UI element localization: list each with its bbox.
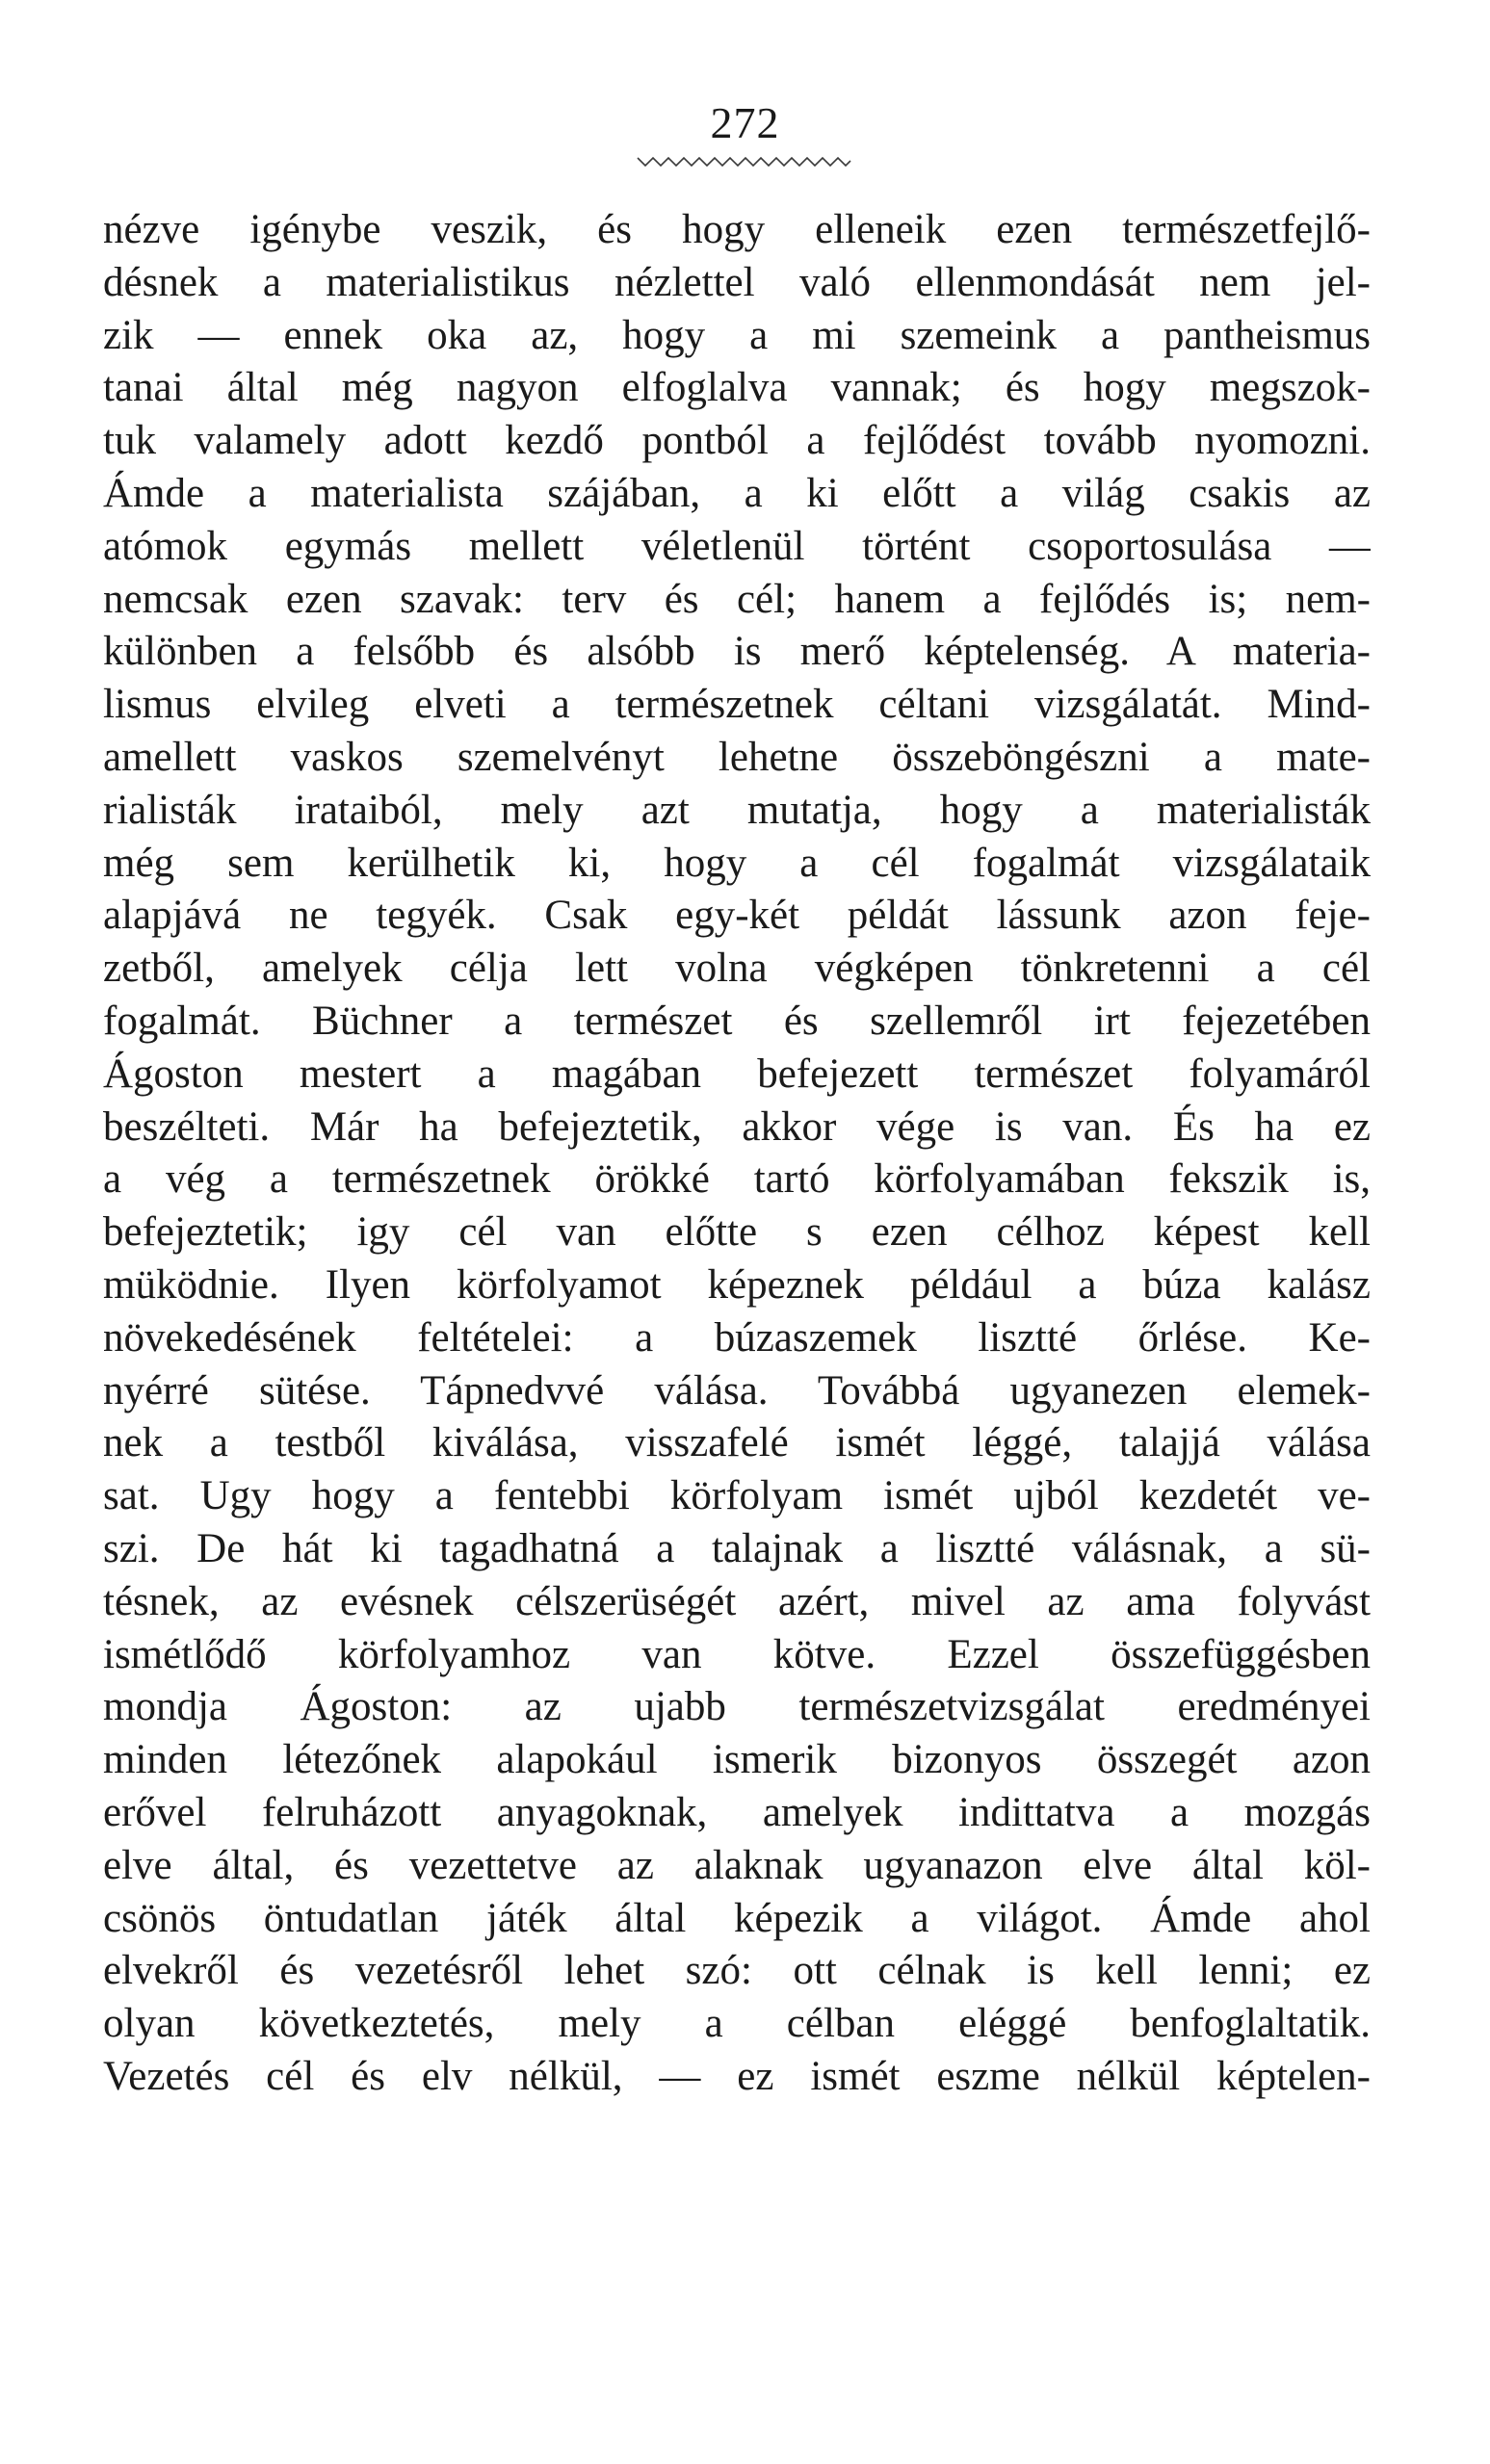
text-line: zetből, amelyek célja lett volna végképen tönkretenni a cél bbox=[103, 946, 1371, 992]
text-line: még sem kerülhetik ki, hogy a cél fogalmát vizsgálataik bbox=[103, 840, 1371, 886]
text-line: befejeztetik; igy cél van előtte s ezen célhoz képest kell bbox=[103, 1209, 1371, 1256]
text-line: müködnie. Ilyen körfolyamot képeznek például a búza kalász bbox=[103, 1261, 1371, 1308]
text-line: nek a testből kiválása, visszafelé ismét léggé, talajjá válása bbox=[103, 1420, 1371, 1466]
text-line: elve által, és vezettetve az alaknak ugyanazon elve által köl- bbox=[103, 1842, 1371, 1888]
text-line: nemcsak ezen szavak: terv és cél; hanem a fejlődés is; nem- bbox=[103, 576, 1371, 622]
text-line: atómok egymás mellett véletlenül történt csoportosulása — bbox=[103, 523, 1371, 569]
text-line: nyérré sütése. Tápnedvvé válása. Továbbá ugyanezen elemek- bbox=[103, 1367, 1371, 1414]
ornament-rule bbox=[636, 152, 852, 173]
page-number: 272 bbox=[710, 98, 780, 147]
text-line: nézve igénybe veszik, és hogy elleneik ezen természetfejlő- bbox=[103, 207, 1371, 252]
text-line: minden létezőnek alapokául ismerik bizonyos összegét azon bbox=[103, 1737, 1371, 1783]
text-line: lismus elvileg elveti a természetnek céltani vizsgálatát. Mind- bbox=[103, 682, 1371, 728]
text-line: sat. Ugy hogy a fentebbi körfolyam ismét ujból kezdetét ve- bbox=[103, 1473, 1371, 1519]
text-line: ismétlődő körfolyamhoz van kötve. Ezzel összefüggésben bbox=[103, 1631, 1371, 1677]
text-line: szi. De hát ki tagadhatná a talajnak a lisztté válásnak, a sü- bbox=[103, 1525, 1371, 1571]
text-line: olyan következtetés, mely a célban eléggé benfoglaltatik. bbox=[103, 2001, 1371, 2047]
text-line: növekedésének feltételei: a búzaszemek lisztté őrlése. Ke- bbox=[103, 1314, 1371, 1361]
text-line: különben a felsőbb és alsóbb is merő képtelenség. A materia- bbox=[103, 629, 1371, 675]
body-text bbox=[103, 204, 1371, 2104]
text-line: fogalmát. Büchner a természet és szellemről irt fejezetében bbox=[103, 998, 1371, 1044]
text-line: beszélteti. Már ha befejeztetik, akkor vége is van. És ha ez bbox=[103, 1103, 1371, 1150]
text-line: a vég a természetnek örökké tartó körfolyamában fekszik is, bbox=[103, 1156, 1371, 1203]
text-line: zik — ennek oka az, hogy a mi szemeink a pantheismus bbox=[103, 312, 1371, 358]
text-line: amellett vaskos szemelvényt lehetne összeböngészni a mate- bbox=[103, 734, 1371, 780]
text-line: Ámde a materialista szájában, a ki előtt a világ csakis az bbox=[103, 470, 1371, 516]
text-line: Ágoston mestert a magában befejezett természet folyamáról bbox=[103, 1050, 1371, 1097]
text-line: tésnek, az evésnek célszerüségét azért, mivel az ama folyvást bbox=[103, 1578, 1371, 1624]
text-line: alapjává ne tegyék. Csak egy-két példát lássunk azon feje- bbox=[103, 893, 1371, 939]
text-line: Vezetés cél és elv nélkül, — ez ismét eszme nélkül képtelen- bbox=[103, 2053, 1371, 2099]
text-line: mondja Ágoston: az ujabb természetvizsgálat eredményei bbox=[103, 1684, 1371, 1730]
text-line: désnek a materialistikus nézlettel való ellenmondását nem jel- bbox=[103, 259, 1371, 305]
text-line: tanai által még nagyon elfoglalva vannak; és hogy megszok- bbox=[103, 365, 1371, 411]
text-line: erővel felruházott anyagoknak, amelyek indittatva a mozgás bbox=[103, 1789, 1371, 1835]
text-line: csönös öntudatlan játék által képezik a világot. Ámde ahol bbox=[103, 1895, 1371, 1941]
text-line: elvekről és vezetésről lehet szó: ott célnak is kell lenni; ez bbox=[103, 1948, 1371, 1994]
text-line: rialisták irataiból, mely azt mutatja, hogy a materialisták bbox=[103, 787, 1371, 833]
text-line: tuk valamely adott kezdő pontból a fejlődést tovább nyomozni. bbox=[103, 418, 1371, 464]
